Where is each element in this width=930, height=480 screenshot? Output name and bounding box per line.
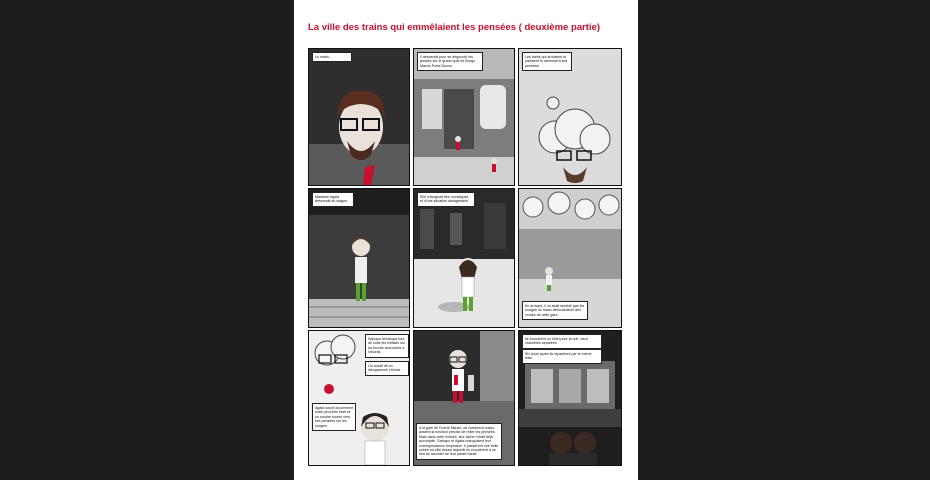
woman-on-steps-illustration: [309, 189, 409, 327]
panel-5-caption: Elle s'éloignait des montagnes et d'une situation désagréable.: [417, 192, 475, 207]
panel-3-caption: Les trains qui arrivaient et partaient le ramenait à ses pensées.: [522, 52, 572, 71]
woman-in-station-illustration: [414, 189, 514, 327]
comic-panel-5: [413, 188, 515, 328]
comic-panel-2: [413, 48, 515, 186]
comic-panel-3: [518, 48, 622, 186]
panel-1-caption: Le matin...: [312, 52, 352, 62]
comic-panel-4: [308, 188, 410, 328]
page-title: La ville des trains qui emmêlaient les pensées ( deuxième partie): [308, 22, 600, 33]
panel-6-caption: En arrivant, il lui avait semblé que les nuages du matin débouchaient des voutes de cette gare.: [522, 301, 588, 320]
panel-7-caption-2: On aurait dit un idéogramme chinois.: [365, 361, 409, 376]
comic-page: [294, 0, 638, 480]
panel-7-caption: Salvapo remarque tout de suite les initiales sur sa broche accrochée à l'anorak.: [365, 334, 409, 358]
panel-9-caption: Ils trouvèrent un hôtel pour la nuit, deux chambres séparées.: [522, 334, 602, 349]
man-portrait-illustration: [309, 49, 409, 185]
comic-panel-8: [413, 330, 515, 466]
comic-panel-9: [518, 330, 622, 466]
panel-2-caption: Il descendit pour se dégourdir les jambes sur le grand quai de Borgo Marzio Porta Nuova: [417, 52, 483, 71]
panel-4-caption: Madame Agata descendit du wagon.: [312, 192, 354, 207]
comic-panel-1: [308, 48, 410, 186]
comic-panel-7: [308, 330, 410, 466]
panel-7-caption-3: Agata sourit doucement mais peut-être était ce un sourire tourné vers ses pensées sur les nuages.: [312, 403, 356, 431]
panel-8-caption: A la gare de Fuerte Marzio, de nombreux trains avaient la fonction précise de relier les pensées. Mais dans cette histoire, leur tâche n'était déjà accomplie. Salvapo et Agata manquaient leur correspondance respective. Il passèrent une belle soirée en ville durant laquelle ils écoutèrent à ne rien se raconter de leur passé banal.: [416, 423, 502, 460]
comic-panel-6: [518, 188, 622, 328]
panel-9-caption-2: Six jours après ils repartirent par le même train.: [522, 349, 602, 364]
